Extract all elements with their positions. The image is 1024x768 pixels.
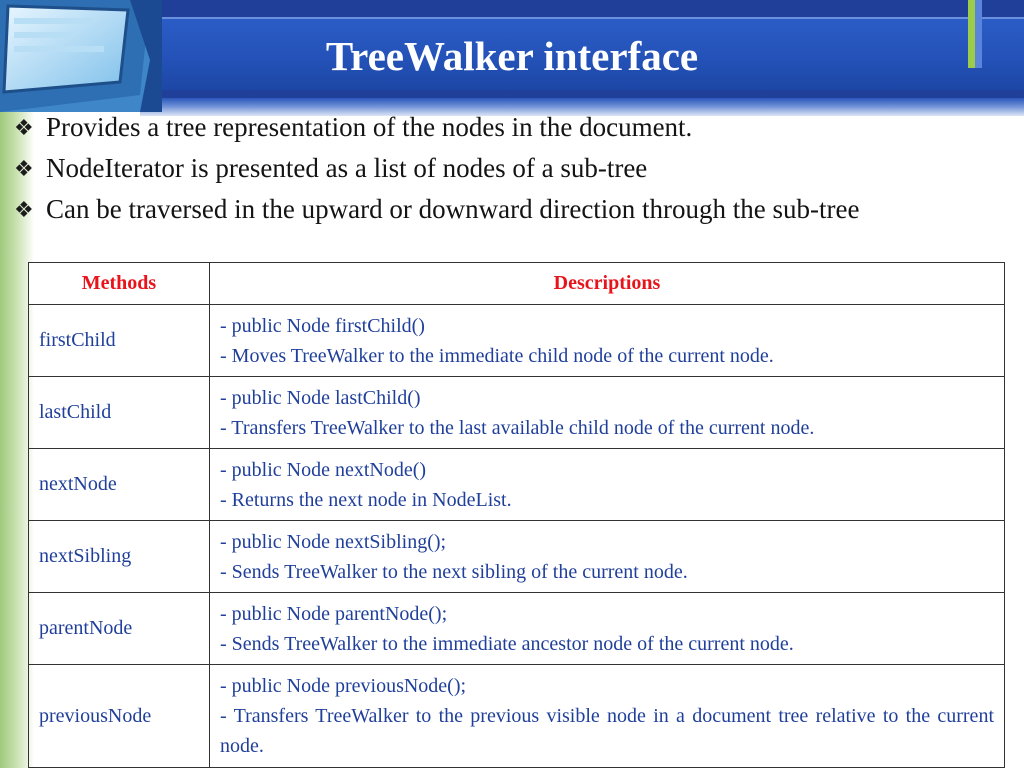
description-cell	[210, 305, 1005, 377]
bullet-item	[14, 195, 1014, 224]
method-name-cell: previousNode	[29, 665, 210, 768]
header-accent-line	[162, 17, 1024, 19]
diamond-bullet-icon: ❖	[14, 156, 34, 181]
table-row	[29, 305, 1005, 377]
accent-bar-blue	[975, 0, 982, 68]
method-description: - Transfers TreeWalker to the previous visible node in a document tree relative to the current node.	[220, 705, 994, 757]
method-signature: - public Node lastChild()	[220, 386, 421, 409]
methods-column-header: Methods	[29, 263, 210, 305]
bullet-text: Provides a tree representation of the nodes in the document.	[46, 112, 693, 142]
method-name-cell: parentNode	[29, 593, 210, 665]
bullet-text: Can be traversed in the upward or downward direction through the sub-tree	[46, 194, 860, 224]
accent-bar-green	[968, 0, 975, 68]
table-row	[29, 593, 1005, 665]
method-signature: - public Node firstChild()	[220, 314, 425, 337]
table-row	[29, 449, 1005, 521]
table-row	[29, 665, 1005, 768]
method-description: - Transfers TreeWalker to the last available child node of the current node.	[220, 416, 815, 439]
method-signature: - public Node previousNode();	[220, 675, 467, 697]
method-description: - Moves TreeWalker to the immediate child node of the current node.	[220, 344, 774, 367]
description-cell	[210, 665, 1005, 768]
descriptions-column-header: Descriptions	[210, 263, 1005, 305]
method-name-cell: nextNode	[29, 449, 210, 521]
methods-table	[28, 262, 1005, 768]
description-cell	[210, 377, 1005, 449]
method-name-cell: lastChild	[29, 377, 210, 449]
bullet-list	[14, 113, 1014, 236]
method-signature: - public Node nextNode()	[220, 458, 427, 481]
computer-monitor-image	[0, 0, 162, 112]
method-name-cell: nextSibling	[29, 521, 210, 593]
bullet-item	[14, 113, 1014, 142]
bullet-item	[14, 154, 1014, 183]
method-description: - Sends TreeWalker to the immediate ancestor node of the current node.	[220, 632, 794, 655]
diamond-bullet-icon: ❖	[14, 115, 34, 140]
diamond-bullet-icon: ❖	[14, 197, 34, 222]
method-description: - Sends TreeWalker to the next sibling of the current node.	[220, 560, 688, 583]
method-signature: - public Node nextSibling();	[220, 530, 447, 553]
description-cell	[210, 449, 1005, 521]
table-row	[29, 377, 1005, 449]
table-row	[29, 521, 1005, 593]
slide-title: TreeWalker interface	[325, 33, 699, 79]
description-cell	[210, 521, 1005, 593]
method-signature: - public Node parentNode();	[220, 602, 448, 625]
method-description: - Returns the next node in NodeList.	[220, 488, 512, 511]
table-header-row	[29, 263, 1005, 305]
method-name-cell: firstChild	[29, 305, 210, 377]
bullet-text: NodeIterator is presented as a list of nodes of a sub-tree	[46, 153, 648, 183]
description-cell	[210, 593, 1005, 665]
